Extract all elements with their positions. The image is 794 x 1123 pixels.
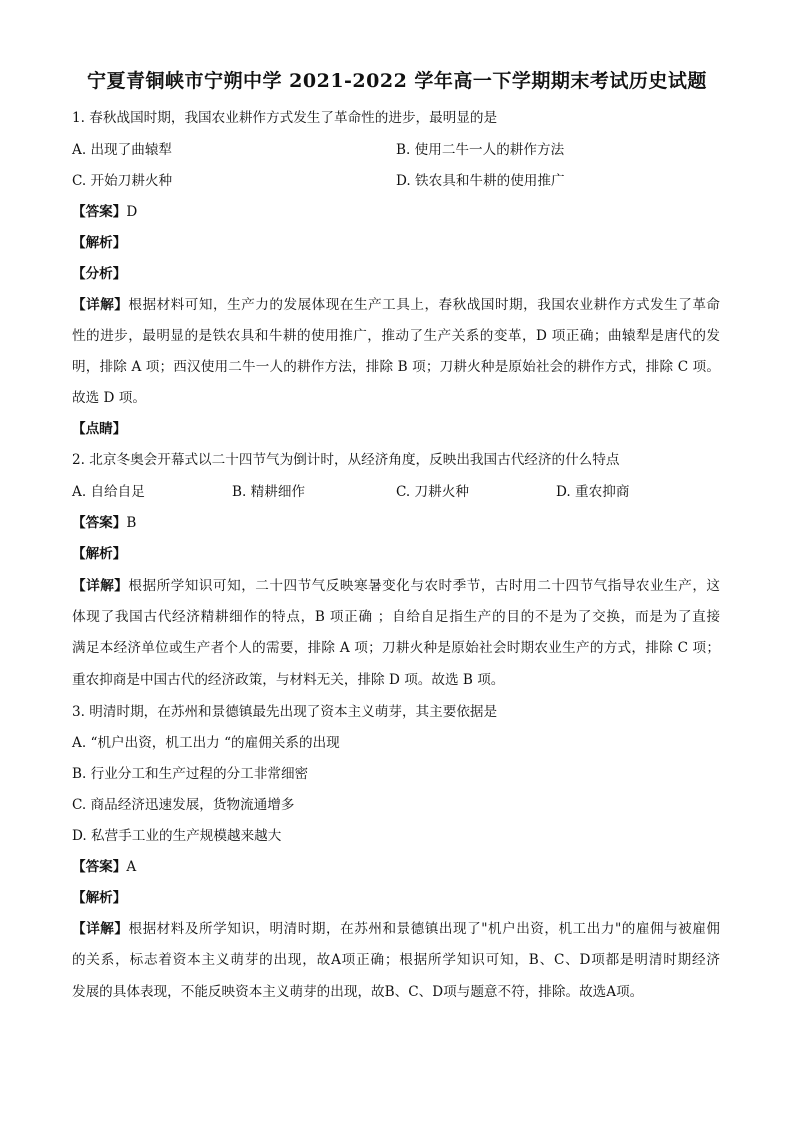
q1-answer xyxy=(72,202,137,222)
q1-dianjing-tag: 【点睛】 xyxy=(72,421,127,437)
q1-fenxi-tag: 【分析】 xyxy=(72,266,127,282)
q3-detail-line-3: 发展的具体表现，不能反映资本主义萌芽的出现，故B、C、D项与题意不符，排除。故选A项。 xyxy=(72,984,644,1000)
page-title: 宁夏青铜峡市宁朔中学 2021-2022 学年高一下学期期末考试历史试题 xyxy=(87,70,707,92)
q3-answer xyxy=(72,857,136,877)
q3-option-c: C. 商品经济迅速发展，货物流通增多 xyxy=(72,797,295,813)
q3-detail-line-1: 【详解】根据材料及所学知识，明清时期，在苏州和景德镇出现了"机户出资，机工出力"的雇佣与被雇佣 xyxy=(72,921,720,937)
q2-stem: 2. 北京冬奥会开幕式以二十四节气为倒计时，从经济角度，反映出我国古代经济的什么特点 xyxy=(72,452,620,468)
q1-detail-line-2: 性的进步，最明显的是铁农具和牛耕的使用推广，推动了生产关系的变革，D 项正确；曲辕犁是唐代的发 xyxy=(72,328,720,344)
q2-option-a: A. 自给自足 xyxy=(72,484,145,500)
q2-answer xyxy=(72,513,136,533)
q2-detail-line-2: 体现了我国古代经济精耕细作的特点，B 项正确 ；自给自足指生产的目的不是为了交换，而是为了直接 xyxy=(72,609,720,625)
q1-option-a: A. 出现了曲辕犁 xyxy=(72,142,173,158)
q1-detail-line-3: 明，排除 A 项；西汉使用二牛一人的耕作方法，排除 B 项；刀耕火种是原始社会的耕作方式，排除 C 项。 xyxy=(72,359,720,375)
q2-detail-line-4: 重农抑商是中国古代的经济政策，与材料无关，排除 D 项。故选 B 项。 xyxy=(72,672,505,688)
q1-option-b: B. 使用二牛一人的耕作方法 xyxy=(396,142,565,158)
detail-tag: 【详解】 xyxy=(72,921,129,937)
q1-stem: 1. 春秋战国时期，我国农业耕作方式发生了革命性的进步，最明显的是 xyxy=(72,110,498,126)
detail-tag: 【详解】 xyxy=(72,578,129,594)
q2-option-b: B. 精耕细作 xyxy=(232,484,306,500)
q2-analysis-tag: 【解析】 xyxy=(72,546,127,562)
q1-detail-line-1: 【详解】根据材料可知，生产力的发展体现在生产工具上，春秋战国时期，我国农业耕作方式发生了革命 xyxy=(72,297,721,313)
answer-tag: 【答案】 xyxy=(72,515,127,531)
detail-tag: 【详解】 xyxy=(72,297,129,313)
q3-option-a: A. “机户出资，机工出力 “的雇佣关系的出现 xyxy=(72,735,340,751)
q3-stem: 3. 明清时期，在苏州和景德镇最先出现了资本主义萌芽，其主要依据是 xyxy=(72,704,498,720)
answer-tag: 【答案】 xyxy=(72,204,127,220)
q1-option-c: C. 开始刀耕火种 xyxy=(72,173,173,189)
q2-detail-line-3: 满足本经济单位或生产者个人的需要，排除 A 项；刀耕火种是原始社会时期农业生产的方式，排除 C 项； xyxy=(72,640,720,656)
answer-value: A xyxy=(126,859,137,875)
q3-option-b: B. 行业分工和生产过程的分工非常细密 xyxy=(72,766,309,782)
answer-tag: 【答案】 xyxy=(72,859,127,875)
q2-detail-line-1: 【详解】根据所学知识可知，二十四节气反映寒暑变化与农时季节，古时用二十四节气指导农业生产，这 xyxy=(72,578,721,594)
q2-option-c: C. 刀耕火种 xyxy=(396,484,469,500)
answer-value: B xyxy=(126,515,137,531)
q1-analysis-tag: 【解析】 xyxy=(72,235,127,251)
q1-detail-line-4: 故选 D 项。 xyxy=(72,390,146,406)
answer-value: D xyxy=(126,204,138,220)
q3-detail-line-2: 的关系，标志着资本主义萌芽的出现，故A项正确；根据所学知识可知，B、C、D项都是明清时期经济 xyxy=(72,952,720,968)
q2-option-d: D. 重农抑商 xyxy=(556,484,630,500)
q1-option-d: D. 铁农具和牛耕的使用推广 xyxy=(396,173,565,189)
q3-option-d: D. 私营手工业的生产规模越来越大 xyxy=(72,828,282,844)
q3-analysis-tag: 【解析】 xyxy=(72,890,127,906)
